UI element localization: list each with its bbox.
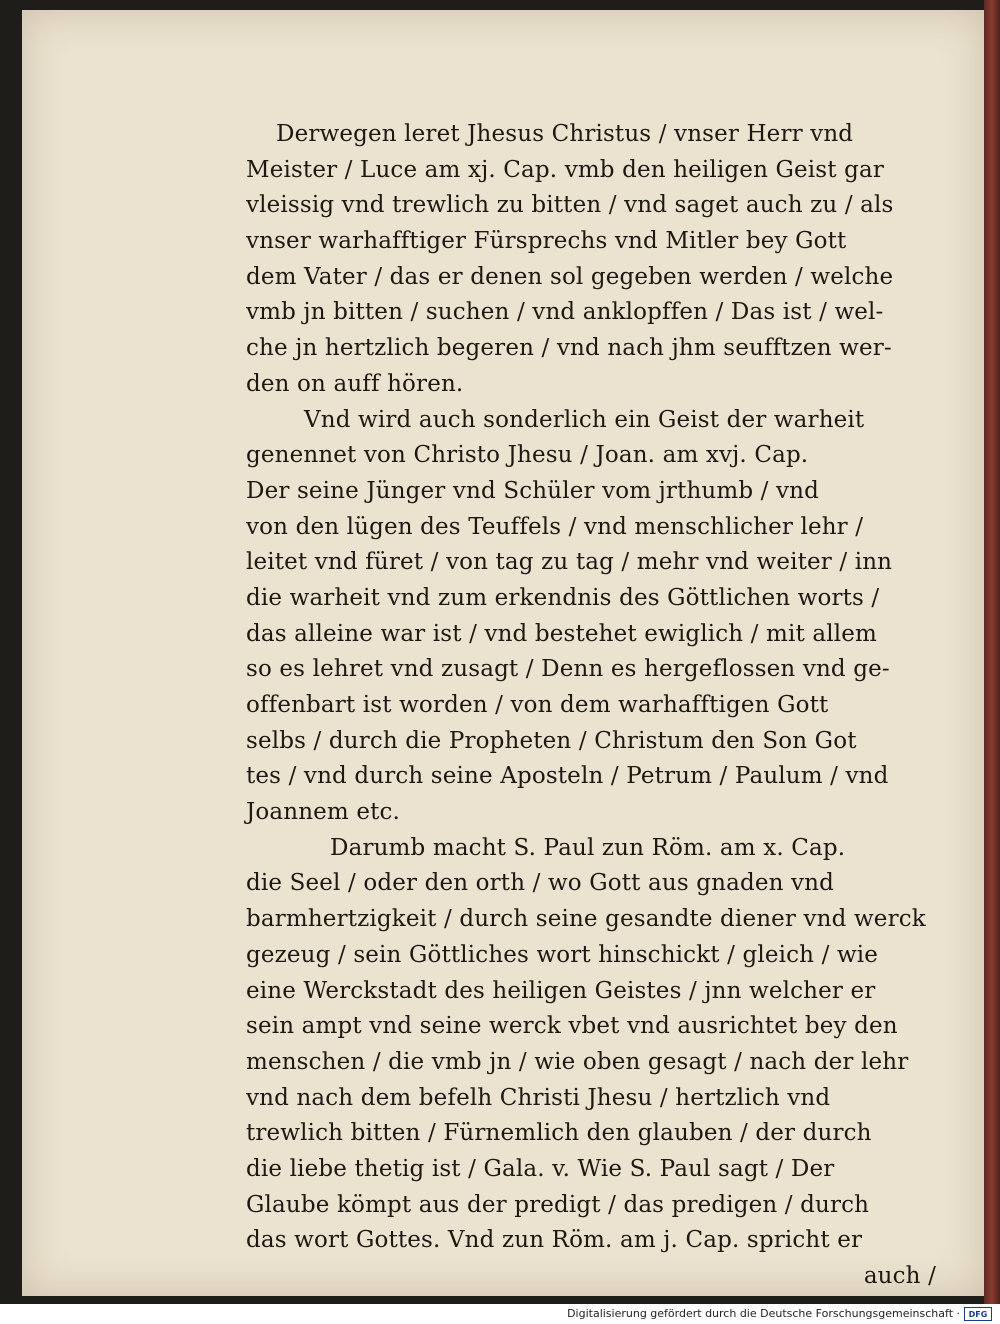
text-line: genennet von Christo Jhesu / Joan. am xvj. Cap.: [246, 442, 809, 469]
text-line: menschen / die vmb jn / wie oben gesagt / nach der lehr: [246, 1048, 909, 1075]
text-line: Der seine Jünger vnd Schüler vom jrthumb / vnd: [246, 477, 820, 504]
text-line: barmhertzigkeit / durch seine gesandte diener vnd werck: [246, 906, 926, 933]
text-line: leitet vnd füret / von tag zu tag / mehr vnd weiter / inn: [246, 549, 893, 576]
text-line: dem Vater / das er denen sol gegeben werden / welche: [246, 263, 894, 290]
text-line: das wort Gottes. Vnd zun Röm. am j. Cap. spricht er: [246, 1227, 863, 1254]
text-line: die liebe thetig ist / Gala. v. Wie S. Paul sagt / Der: [246, 1155, 835, 1182]
text-line: Meister / Luce am xj. Cap. vmb den heiligen Geist gar: [246, 156, 884, 183]
text-line: so es lehret vnd zusagt / Denn es hergeflossen vnd ge-: [246, 656, 890, 683]
text-line: die warheit vnd zum erkendnis des Göttlichen worts /: [246, 584, 880, 611]
text-line: tes / vnd durch seine Aposteln / Petrum / Paulum / vnd: [246, 763, 889, 790]
book-page: [22, 10, 984, 1296]
text-line: vnd nach dem befelh Christi Jhesu / hertzlich vnd: [246, 1084, 831, 1111]
text-block: [246, 117, 936, 1295]
text-line: selbs / durch die Propheten / Christum den Son Got: [246, 727, 857, 754]
text-line: vleissig vnd trewlich zu bitten / vnd saget auch zu / als: [246, 192, 894, 219]
text-line: von den lügen des Teuffels / vnd menschlicher lehr /: [246, 513, 864, 540]
text-line: eine Werckstadt des heiligen Geistes / jnn welcher er: [246, 977, 876, 1004]
text-line: offenbart ist worden / von dem warhafftigen Gott: [246, 692, 829, 718]
dfg-logo-icon[interactable]: DFG: [964, 1307, 992, 1321]
catchword: auch /: [863, 1263, 936, 1289]
text-line: Derwegen leret Jhesus Christus / vnser Herr vnd: [276, 121, 854, 147]
book-edge: [984, 0, 1000, 1304]
footer-bar: [0, 1304, 1000, 1324]
text-line: vmb jn bitten / suchen / vnd anklopffen / Das ist / wel-: [246, 299, 884, 326]
text-line: sein ampt vnd seine werck vbet vnd ausrichtet bey den: [246, 1013, 898, 1040]
text-line: Vnd wird auch sonderlich ein Geist der warheit: [304, 406, 865, 433]
text-line: die Seel / oder den orth / wo Gott aus gnaden vnd: [246, 870, 835, 897]
text-line: den on auff hören.: [246, 370, 464, 397]
text-line: Darumb macht S. Paul zun Röm. am x. Cap.: [330, 834, 846, 861]
text-line: das alleine war ist / vnd bestehet ewiglich / mit allem: [246, 620, 877, 647]
text-line: gezeug / sein Göttliches wort hinschickt / gleich / wie: [246, 941, 879, 968]
footer-credit: Digitalisierung gefördert durch die Deutsche Forschungsgemeinschaft ·: [567, 1307, 960, 1320]
text-line: Glaube kömpt aus der predigt / das predigen / durch: [246, 1191, 870, 1218]
text-line: che jn hertzlich begeren / vnd nach jhm seufftzen wer-: [246, 335, 892, 362]
text-line: Joannem etc.: [246, 799, 400, 826]
text-line: vnser warhafftiger Fürsprechs vnd Mitler bey Gott: [246, 228, 847, 255]
text-line: trewlich bitten / Fürnemlich den glauben / der durch: [246, 1120, 872, 1147]
